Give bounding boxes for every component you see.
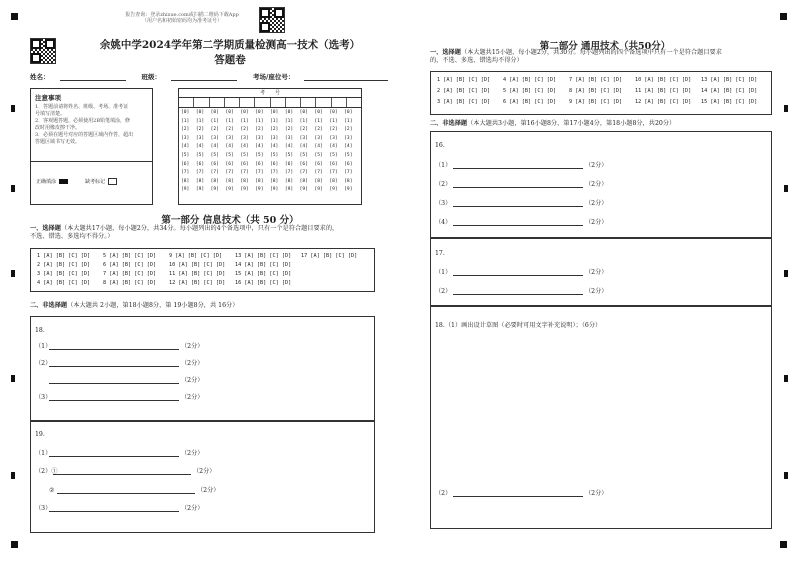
mc-instructions	[30, 225, 375, 241]
digit-bubble[interactable]: [6]	[181, 161, 190, 167]
exam-id-digit-column[interactable]	[255, 110, 263, 196]
notice-line: 1．答题前请将姓名、班级、考场、准考证	[35, 104, 129, 110]
name-field[interactable]	[60, 72, 126, 81]
q17-answer-box	[430, 237, 772, 307]
digit-bubble[interactable]: [4]	[299, 144, 308, 150]
digit-bubble[interactable]: [8]	[314, 178, 323, 184]
correct-fill-label: 正确填涂	[36, 179, 57, 185]
digit-bubble[interactable]: [5]	[181, 152, 190, 158]
absent-mark-label: 缺考标记	[85, 179, 106, 185]
q18-number: 18.	[35, 327, 45, 334]
exam-id-digit-column[interactable]	[270, 110, 278, 196]
digit-bubble[interactable]: [1]	[329, 118, 338, 124]
digit-bubble[interactable]: [7]	[284, 170, 294, 176]
mc-answer-bubbles[interactable]: 9 [A] [B] [C] [D]	[169, 253, 223, 259]
answer-line	[53, 474, 191, 475]
digit-bubble[interactable]: [9]	[314, 187, 323, 193]
timing-mark	[11, 270, 15, 277]
timing-mark	[11, 185, 15, 192]
digit-bubble[interactable]: [2]	[255, 127, 264, 133]
digit-bubble[interactable]: [6]	[329, 161, 338, 167]
digit-bubble[interactable]: [9]	[344, 187, 353, 193]
q16-number: 16.	[435, 142, 445, 149]
digit-bubble[interactable]: [6]	[344, 161, 353, 167]
tech-nc-heading: 二、非选择题	[430, 120, 468, 127]
q18-design-answer-box	[430, 305, 772, 529]
digit-bubble[interactable]: [6]	[225, 161, 234, 167]
exam-id-label: 考 号	[179, 89, 361, 98]
answer-line	[453, 206, 583, 207]
digit-bubble[interactable]: [4]	[255, 144, 264, 150]
digit-bubble[interactable]: [5]	[314, 152, 323, 158]
digit-bubble[interactable]: [4]	[181, 144, 190, 150]
q16-row-4[interactable]: （4） （2分）	[435, 219, 608, 226]
digit-bubble[interactable]: [3]	[210, 135, 219, 141]
tech-nc-desc: （本大题共3小题，第16小题8分，第17小题4分，第18小题8分，共20分）	[467, 120, 676, 127]
report-note-line2: （用户名和初始密码均为准考证号）	[141, 18, 222, 24]
mc-answer-bubbles[interactable]: 2 [A] [B] [C] [D]	[37, 262, 91, 268]
exam-id-digit-column[interactable]	[300, 110, 308, 196]
digit-bubble[interactable]: [7]	[344, 170, 353, 176]
timing-mark	[11, 375, 15, 382]
mc-answer-bubbles[interactable]: 3 [A] [B] [C] [D]	[37, 271, 91, 277]
mc-answer-bubbles[interactable]: 9 [A] [B] [C] [D]	[569, 99, 623, 105]
q18-design-prompt: 18.（1）画出设计草图（必要时可用文字补充说明）；（6分）	[435, 322, 602, 329]
exam-id-digit-column[interactable]	[285, 110, 293, 196]
timing-mark	[784, 375, 788, 382]
exam-id-digit-column[interactable]	[329, 110, 337, 196]
digit-bubble[interactable]: [9]	[195, 187, 205, 193]
digit-bubble[interactable]: [9]	[255, 187, 264, 193]
digit-bubble[interactable]: [8]	[270, 178, 279, 184]
digit-bubble[interactable]: [1]	[270, 118, 279, 124]
digit-bubble[interactable]: [5]	[299, 152, 308, 158]
mc-answer-bubbles[interactable]: 17 [A] [B] [C] [D]	[301, 253, 358, 259]
digit-bubble[interactable]: [5]	[240, 152, 249, 158]
notice-line: 号填写清楚。	[35, 111, 66, 117]
mc-answer-bubbles[interactable]: 11 [A] [B] [C] [D]	[169, 271, 226, 277]
mc-answer-bubbles[interactable]: 8 [A] [B] [C] [D]	[103, 280, 157, 286]
answer-line	[49, 349, 179, 350]
registration-mark	[780, 13, 787, 20]
digit-bubble[interactable]: [8]	[299, 178, 308, 184]
digit-bubble[interactable]: [2]	[181, 127, 190, 133]
exam-id-digit-column[interactable]	[344, 110, 352, 196]
digit-bubble[interactable]: [6]	[299, 161, 308, 167]
digit-bubble[interactable]: [7]	[240, 170, 249, 176]
mc-answer-bubbles[interactable]: 2 [A] [B] [C] [D]	[437, 88, 491, 94]
mc-answer-bubbles[interactable]: 7 [A] [B] [C] [D]	[569, 77, 623, 83]
digit-bubble[interactable]: [7]	[329, 170, 338, 176]
q16-answer-box	[430, 131, 772, 239]
tech-mc-instructions	[430, 49, 775, 65]
digit-bubble[interactable]: [4]	[195, 144, 205, 150]
tech-mc-answer-box	[430, 71, 772, 115]
digit-bubble[interactable]: [6]	[195, 161, 205, 167]
digit-bubble[interactable]: [3]	[225, 135, 234, 141]
answer-line	[49, 400, 179, 401]
digit-bubble[interactable]: [2]	[270, 127, 279, 133]
exam-id-digit-column[interactable]	[226, 110, 234, 196]
registration-mark	[11, 13, 18, 20]
digit-bubble[interactable]: [3]	[195, 135, 205, 141]
digit-bubble[interactable]: [2]	[225, 127, 234, 133]
nc-instructions	[30, 302, 238, 310]
digit-bubble[interactable]: [4]	[329, 144, 338, 150]
digit-bubble[interactable]: [4]	[270, 144, 279, 150]
digit-bubble[interactable]: [5]	[210, 152, 219, 158]
correct-fill-sample	[59, 179, 68, 184]
answer-line	[49, 511, 179, 512]
tech-mc-desc-cont: 的，不选、多选、错选均不得分）	[430, 57, 523, 64]
digit-bubble[interactable]: [5]	[284, 152, 294, 158]
timing-mark	[11, 472, 15, 479]
digit-bubble[interactable]: [0]	[181, 110, 190, 115]
notice-title: 注意事项	[35, 94, 61, 102]
mc-answer-bubbles[interactable]: 8 [A] [B] [C] [D]	[569, 88, 623, 94]
sketch-area[interactable]	[435, 332, 765, 482]
digit-bubble[interactable]: [3]	[344, 135, 353, 141]
digit-bubble[interactable]: [3]	[240, 135, 249, 141]
mc-answer-bubbles[interactable]: 5 [A] [B] [C] [D]	[103, 253, 157, 259]
notice-line: 答题区域书写无效。	[35, 139, 81, 145]
digit-bubble[interactable]: [7]	[195, 170, 205, 176]
answer-line	[453, 168, 583, 169]
registration-mark	[780, 541, 787, 548]
mc-answer-bubbles[interactable]: 13 [A] [B] [C] [D]	[701, 77, 758, 83]
q18-row-3[interactable]: （2分）	[35, 375, 204, 384]
mc-answer-bubbles[interactable]: 11 [A] [B] [C] [D]	[635, 88, 692, 94]
q16-row-2[interactable]: （2） （2分）	[435, 181, 608, 188]
notice-box	[30, 88, 153, 205]
digit-bubble[interactable]: [3]	[255, 135, 264, 141]
digit-bubble[interactable]: [3]	[270, 135, 279, 141]
digit-bubble[interactable]: [7]	[299, 170, 308, 176]
answer-line	[453, 275, 583, 276]
digit-bubble[interactable]: [0]	[329, 110, 338, 115]
answer-line	[453, 225, 583, 226]
notice-line: 3．必须在题号对应的答题区域内作答，超出	[35, 132, 134, 138]
exam-title: 余姚中学2024学年第二学期质量检测高一技术（选考）	[99, 39, 361, 51]
q18-row-1[interactable]: （1） （2分）	[35, 343, 204, 350]
answer-line	[49, 383, 179, 384]
digit-bubble[interactable]: [0]	[270, 110, 279, 115]
mc-answer-bubbles[interactable]: 15 [A] [B] [C] [D]	[701, 99, 758, 105]
mc-answer-bubbles[interactable]: 6 [A] [B] [C] [D]	[103, 262, 157, 268]
digit-bubble[interactable]: [0]	[314, 110, 323, 115]
timing-mark	[784, 472, 788, 479]
notice-line: 2．客观题答题，必须使用2B铅笔填涂，修	[35, 118, 131, 124]
digit-bubble[interactable]: [5]	[344, 152, 353, 158]
digit-bubble[interactable]: [4]	[210, 144, 219, 150]
timing-mark	[784, 270, 788, 277]
digit-bubble[interactable]: [4]	[284, 144, 294, 150]
exam-id-digit-column[interactable]	[196, 110, 204, 196]
answer-line	[49, 366, 179, 367]
exam-id-digit-column[interactable]	[315, 110, 323, 196]
tech-mc-heading: 一、选择题	[430, 49, 461, 56]
digit-bubble[interactable]: [4]	[314, 144, 323, 150]
digit-bubble[interactable]: [9]	[299, 187, 308, 193]
digit-bubble[interactable]: [1]	[314, 118, 323, 124]
digit-bubble[interactable]: [1]	[255, 118, 264, 124]
seat-field[interactable]	[304, 72, 388, 81]
app-qr-code	[259, 7, 285, 33]
mc-answer-bubbles[interactable]: 5 [A] [B] [C] [D]	[503, 88, 557, 94]
digit-bubble[interactable]: [2]	[314, 127, 323, 133]
mc-answer-bubbles[interactable]: 14 [A] [B] [C] [D]	[701, 88, 758, 94]
digit-bubble[interactable]: [5]	[255, 152, 264, 158]
digit-bubble[interactable]: [7]	[225, 170, 234, 176]
digit-bubble[interactable]: [2]	[299, 127, 308, 133]
digit-bubble[interactable]: [1]	[240, 118, 249, 124]
digit-bubble[interactable]: [8]	[240, 178, 249, 184]
digit-bubble[interactable]: [3]	[181, 135, 190, 141]
digit-bubble[interactable]: [6]	[270, 161, 279, 167]
digit-bubble[interactable]: [0]	[344, 110, 353, 115]
mc-desc: （本大题共17小题，每小题2分，共34分。每小题列出的4个备选项中，只有一个是符合题目要求的，	[60, 225, 339, 232]
notice-line: 改时用橡皮擦干净。	[35, 125, 81, 131]
class-field[interactable]	[171, 72, 237, 81]
digit-bubble[interactable]: [8]	[181, 178, 190, 184]
digit-bubble[interactable]: [7]	[255, 170, 264, 176]
mc-heading: 一、选择题	[30, 225, 61, 232]
class-label: 班级：	[141, 73, 161, 81]
digit-bubble[interactable]: [9]	[270, 187, 279, 193]
digit-bubble[interactable]: [8]	[195, 178, 205, 184]
digit-bubble[interactable]: [8]	[225, 178, 234, 184]
timing-mark	[784, 185, 788, 192]
q17-number: 17.	[435, 250, 445, 257]
timing-mark	[11, 105, 15, 112]
answer-line	[453, 294, 583, 295]
digit-bubble[interactable]: [8]	[329, 178, 338, 184]
mc-answer-bubbles[interactable]: 4 [A] [B] [C] [D]	[503, 77, 557, 83]
digit-bubble[interactable]: [6]	[210, 161, 219, 167]
name-label: 姓名：	[30, 73, 50, 81]
digit-bubble[interactable]: [0]	[255, 110, 264, 115]
seat-label: 考场/座位号：	[253, 73, 295, 81]
digit-bubble[interactable]: [6]	[314, 161, 323, 167]
q18-row-2[interactable]: （2） （2分）	[35, 360, 204, 367]
tech-mc-desc: （本大题共15小题，每小题2分，共30分。每小题列出的四个备选项中只有一个是符合题目要求	[460, 49, 722, 56]
mc-answer-bubbles[interactable]: 10 [A] [B] [C] [D]	[635, 77, 692, 83]
part1-title: 第一部分 信息技术（共 50 分）	[161, 215, 299, 226]
mc-answer-bubbles[interactable]: 10 [A] [B] [C] [D]	[169, 262, 226, 268]
digit-bubble[interactable]: [1]	[344, 118, 353, 124]
info-mc-answer-box	[30, 248, 375, 292]
digit-bubble[interactable]: [0]	[284, 110, 294, 115]
sheet-qr-code	[30, 38, 56, 64]
mc-answer-bubbles[interactable]: 1 [A] [B] [C] [D]	[437, 77, 491, 83]
q19-number: 19.	[35, 431, 45, 438]
digit-bubble[interactable]: [1]	[284, 118, 294, 124]
digit-bubble[interactable]: [6]	[240, 161, 249, 167]
digit-bubble[interactable]: [3]	[314, 135, 323, 141]
digit-bubble[interactable]: [8]	[284, 178, 294, 184]
q16-row-3[interactable]: （3） （2分）	[435, 200, 608, 207]
digit-bubble[interactable]: [0]	[195, 110, 205, 115]
digit-bubble[interactable]: [8]	[255, 178, 264, 184]
q16-row-1[interactable]: （1） （2分）	[435, 162, 608, 169]
q18-answer-box	[30, 316, 375, 422]
nc-desc: （本大题共 2小题，第18小题8分，第 19小题8分，共 16分）	[67, 302, 239, 309]
q17-row-2[interactable]: （2） （2分）	[435, 288, 608, 295]
digit-bubble[interactable]: [9]	[284, 187, 294, 193]
digit-bubble[interactable]: [1]	[195, 118, 205, 124]
mc-answer-bubbles[interactable]: 16 [A] [B] [C] [D]	[235, 280, 292, 286]
digit-bubble[interactable]: [8]	[344, 178, 353, 184]
digit-bubble[interactable]: [3]	[284, 135, 294, 141]
digit-bubble[interactable]: [4]	[344, 144, 353, 150]
digit-bubble[interactable]: [2]	[240, 127, 249, 133]
digit-bubble[interactable]: [5]	[329, 152, 338, 158]
digit-bubble[interactable]: [3]	[329, 135, 338, 141]
digit-bubble[interactable]: [8]	[210, 178, 219, 184]
digit-bubble[interactable]: [4]	[240, 144, 249, 150]
digit-bubble[interactable]: [2]	[329, 127, 338, 133]
digit-bubble[interactable]: [9]	[225, 187, 234, 193]
exam-id-grid	[178, 88, 362, 205]
q19-row-2[interactable]: （2）① （2分）	[35, 468, 216, 475]
digit-bubble[interactable]: [7]	[314, 170, 323, 176]
q18-design-row-2[interactable]: （2） （2分）	[435, 490, 608, 497]
q17-row-1[interactable]: （1） （2分）	[435, 269, 608, 276]
digit-bubble[interactable]: [7]	[270, 170, 279, 176]
digit-bubble[interactable]: [4]	[225, 144, 234, 150]
digit-bubble[interactable]: [0]	[240, 110, 249, 115]
digit-bubble[interactable]: [2]	[210, 127, 219, 133]
answer-line	[57, 493, 195, 494]
timing-mark	[784, 105, 788, 112]
mc-answer-bubbles[interactable]: 14 [A] [B] [C] [D]	[235, 262, 292, 268]
absent-mark-box[interactable]	[108, 178, 117, 185]
digit-bubble[interactable]: [9]	[210, 187, 219, 193]
mc-answer-bubbles[interactable]: 6 [A] [B] [C] [D]	[503, 99, 557, 105]
exam-id-write-cells[interactable]	[179, 98, 361, 108]
digit-bubble[interactable]: [0]	[210, 110, 219, 115]
digit-bubble[interactable]: [0]	[299, 110, 308, 115]
exam-id-digit-column[interactable]	[181, 110, 189, 196]
student-info-row	[30, 72, 388, 81]
digit-bubble[interactable]: [1]	[210, 118, 219, 124]
mc-answer-bubbles[interactable]: 12 [A] [B] [C] [D]	[169, 280, 226, 286]
mc-answer-bubbles[interactable]: 1 [A] [B] [C] [D]	[37, 253, 91, 259]
digit-bubble[interactable]: [9]	[329, 187, 338, 193]
mc-answer-bubbles[interactable]: 13 [A] [B] [C] [D]	[235, 253, 292, 259]
mc-desc-cont: 不选、错选、多选均不得分。）	[30, 233, 114, 240]
digit-bubble[interactable]: [5]	[270, 152, 279, 158]
digit-bubble[interactable]: [7]	[181, 170, 190, 176]
digit-bubble[interactable]: [5]	[195, 152, 205, 158]
part2-title: 第二部分 通用技术（共50分）	[539, 41, 671, 52]
digit-bubble[interactable]: [0]	[225, 110, 234, 115]
report-query-note	[112, 12, 252, 24]
digit-bubble[interactable]: [9]	[181, 187, 190, 193]
digit-bubble[interactable]: [9]	[240, 187, 249, 193]
mc-answer-bubbles[interactable]: 4 [A] [B] [C] [D]	[37, 280, 91, 286]
exam-id-digit-column[interactable]	[211, 110, 219, 196]
answer-line	[49, 456, 179, 457]
report-note-line1: 报告查询：登录zhixue.com或扫描二维码下载App	[125, 12, 239, 18]
digit-bubble[interactable]: [6]	[255, 161, 264, 167]
mc-answer-bubbles[interactable]: 15 [A] [B] [C] [D]	[235, 271, 292, 277]
nc-heading: 二、非选择题	[30, 302, 68, 309]
digit-bubble[interactable]: [5]	[225, 152, 234, 158]
digit-bubble[interactable]: [2]	[344, 127, 353, 133]
digit-bubble[interactable]: [3]	[299, 135, 308, 141]
digit-bubble[interactable]: [6]	[284, 161, 294, 167]
digit-bubble[interactable]: [2]	[195, 127, 205, 133]
q19-row-1[interactable]: （1） （2分）	[35, 450, 204, 457]
answer-line	[453, 187, 583, 188]
digit-bubble[interactable]: [1]	[299, 118, 308, 124]
tech-nc-instructions	[430, 120, 675, 128]
mc-answer-bubbles[interactable]: 7 [A] [B] [C] [D]	[103, 271, 157, 277]
sheet-title: 答题卷	[214, 54, 246, 66]
q18-row-4[interactable]: （3） （2分）	[35, 394, 204, 401]
exam-id-bubbles[interactable]	[181, 110, 359, 200]
q19-answer-box	[30, 420, 375, 533]
answer-line	[453, 496, 583, 497]
digit-bubble[interactable]: [1]	[181, 118, 190, 124]
mc-answer-bubbles[interactable]: 12 [A] [B] [C] [D]	[635, 99, 692, 105]
mc-answer-bubbles[interactable]: 3 [A] [B] [C] [D]	[437, 99, 491, 105]
q19-row-4[interactable]: （3） （2分）	[35, 505, 204, 512]
registration-mark	[11, 541, 18, 548]
digit-bubble[interactable]: [2]	[284, 127, 294, 133]
q19-row-3[interactable]: ② （2分）	[49, 487, 220, 494]
exam-id-digit-column[interactable]	[240, 110, 248, 196]
digit-bubble[interactable]: [1]	[225, 118, 234, 124]
digit-bubble[interactable]: [7]	[210, 170, 219, 176]
